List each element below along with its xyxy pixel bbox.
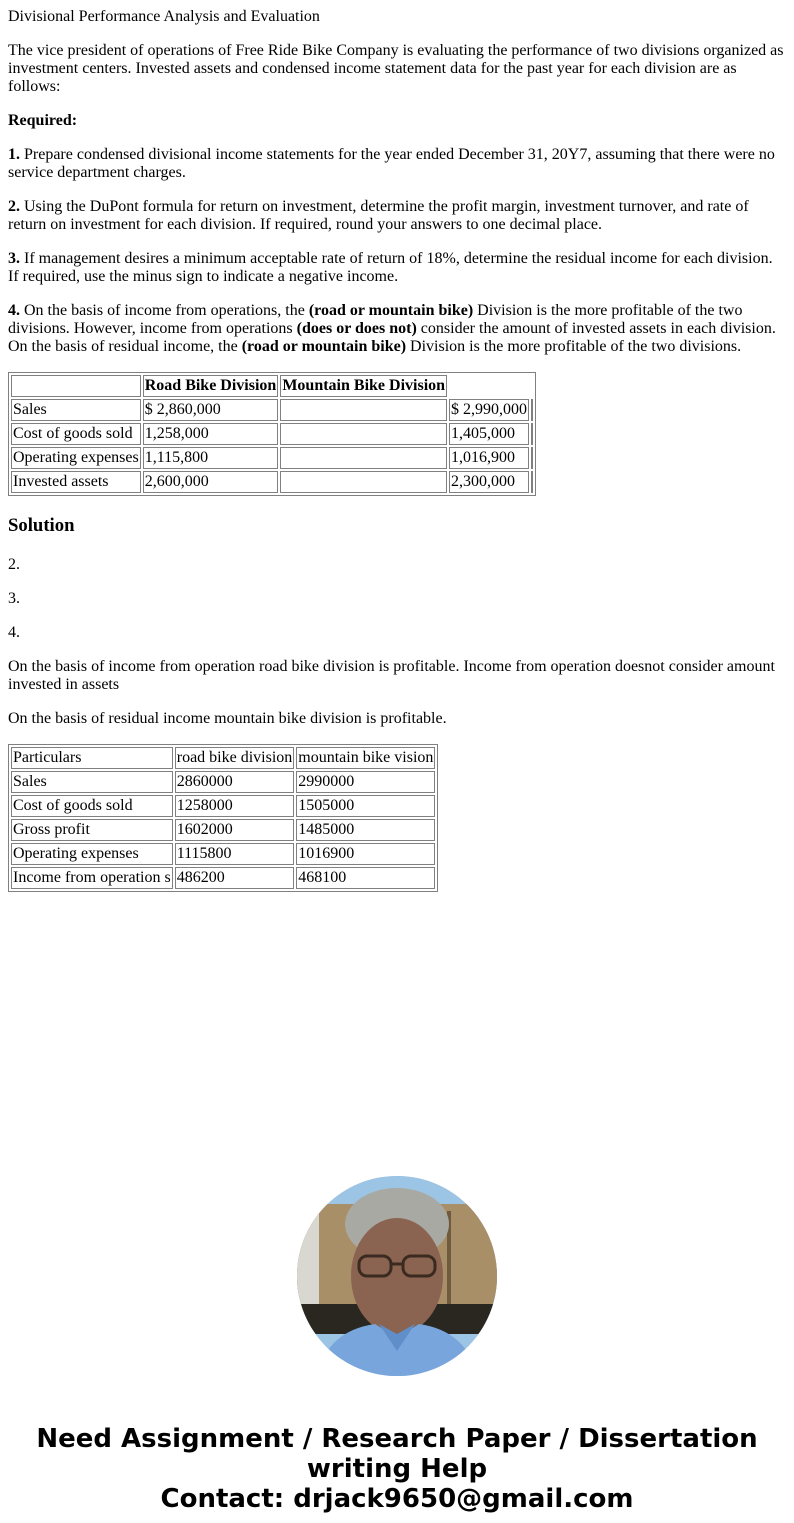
header-cell bbox=[11, 375, 141, 397]
spacer bbox=[0, 900, 794, 1176]
promo-contact: Contact: drjack9650@gmail.com bbox=[160, 1484, 634, 1514]
requirement-3: 3. If management desires a minimum acceptable rate of return of 18%, determine the residual income for each division. If required, use the minus sign to indicate a negative income. bbox=[8, 250, 773, 285]
person-photo-icon bbox=[297, 1176, 497, 1376]
table-header-row: Particulars road bike division mountain bike vision bbox=[11, 747, 435, 769]
document-title: Divisional Performance Analysis and Evaluation bbox=[8, 8, 320, 25]
table-row: Invested assets 2,600,000 2,300,000 bbox=[11, 471, 533, 493]
table-row: Gross profit 1602000 1485000 bbox=[11, 819, 435, 841]
solution-heading: Solution bbox=[8, 515, 75, 536]
division-data-table bbox=[8, 372, 536, 496]
table-row: Operating expenses 1115800 1016900 bbox=[11, 843, 435, 865]
promo-banner bbox=[0, 1424, 794, 1514]
solution-item-4: 4. bbox=[8, 624, 20, 641]
table-row: Operating expenses 1,115,800 1,016,900 bbox=[11, 447, 533, 469]
requirement-1: 1. Prepare condensed divisional income statements for the year ended December 31, 20Y7, assuming that there were no service department charges. bbox=[8, 146, 775, 181]
author-avatar bbox=[297, 1176, 497, 1376]
table-row: Sales $ 2,860,000 $ 2,990,000 bbox=[11, 399, 533, 421]
table-header-row bbox=[11, 375, 533, 397]
table-row: Cost of goods sold 1258000 1505000 bbox=[11, 795, 435, 817]
table-row: Sales 2860000 2990000 bbox=[11, 771, 435, 793]
solution-item-2: 2. bbox=[8, 556, 20, 573]
promo-line-1: Need Assignment / Research Paper / Dissertation writing Help bbox=[36, 1424, 758, 1484]
intro-paragraph: The vice president of operations of Free Ride Bike Company is evaluating the performance of two divisions organized as investment centers. Invested assets and condensed income statement data for the past year for each division are as follows: bbox=[8, 42, 784, 95]
solution-answer-2: On the basis of residual income mountain bike division is profitable. bbox=[8, 710, 447, 727]
table-row: Income from operation s 486200 468100 bbox=[11, 867, 435, 889]
solution-answer-1: On the basis of income from operation road bike division is profitable. Income from operation doesnot consider amount invested in assets bbox=[8, 658, 775, 693]
author-avatar-container bbox=[0, 1176, 794, 1376]
solution-item-3: 3. bbox=[8, 590, 20, 607]
header-cell bbox=[449, 375, 529, 397]
table-row: Cost of goods sold 1,258,000 1,405,000 bbox=[11, 423, 533, 445]
requirement-4: 4. On the basis of income from operations, the (road or mountain bike) Division is the more profitable of the two divisions. However, income from operations (does or does not) consider the amount of invested assets in each division. On the basis of residual income, the (road or mountain bike) Division is the more profitable of the two divisions. bbox=[8, 302, 776, 355]
requirement-2: 2. Using the DuPont formula for return on investment, determine the profit margin, investment turnover, and rate of return on investment for each division. If required, round your answers to one decimal place. bbox=[8, 198, 749, 233]
required-label: Required: bbox=[8, 112, 78, 129]
header-cell: Road Bike Division bbox=[143, 375, 279, 397]
header-cell: Mountain Bike Division bbox=[280, 375, 447, 397]
solution-income-table bbox=[8, 744, 438, 892]
header-cell bbox=[531, 375, 533, 397]
